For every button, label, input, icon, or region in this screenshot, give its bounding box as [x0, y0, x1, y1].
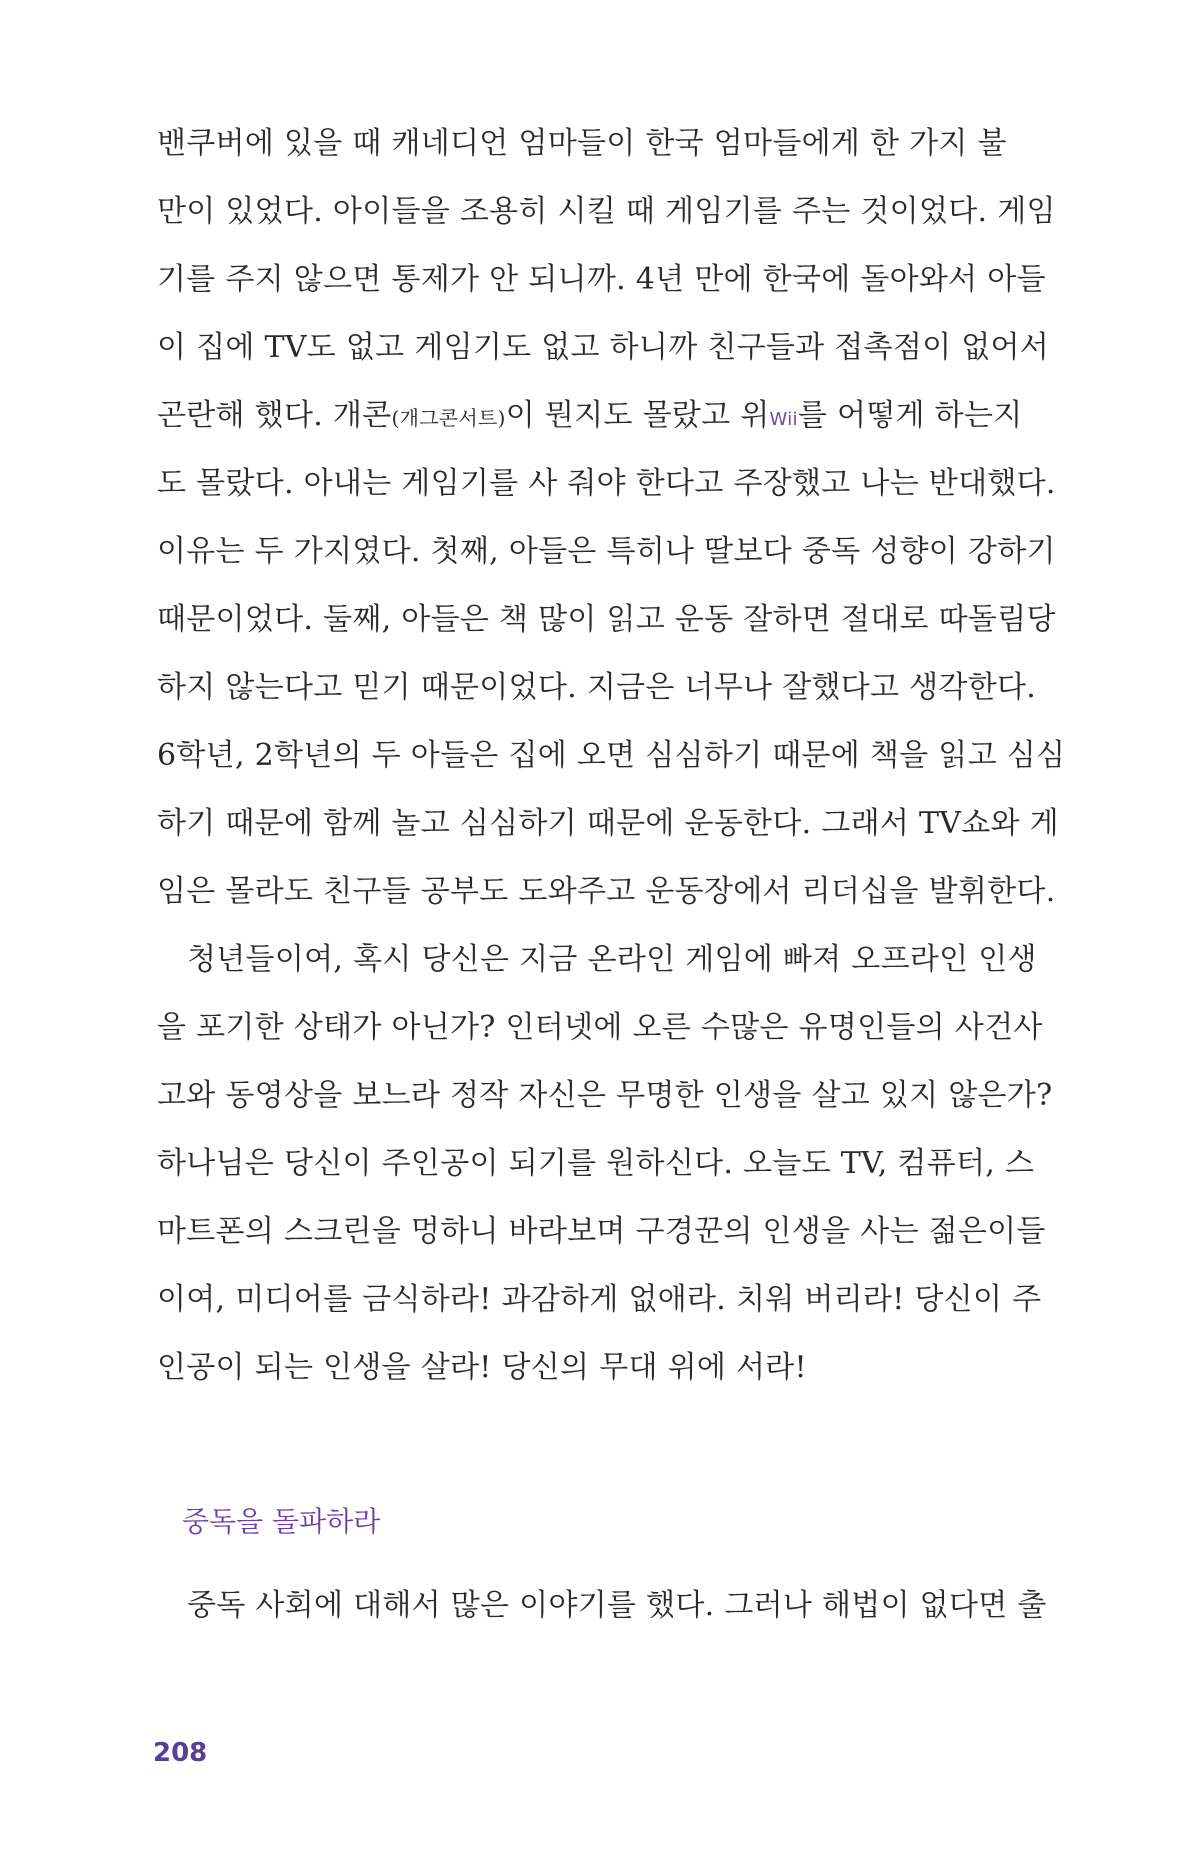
- text-line: 도 몰랐다. 아내는 게임기를 사 줘야 한다고 주장했고 나는 반대했다.: [157, 466, 1056, 501]
- text-line: 때문이었다. 둘째, 아들은 책 많이 읽고 운동 잘하면 절대로 따돌림당: [157, 602, 1056, 637]
- text-line: 이유는 두 가지였다. 첫째, 아들은 특히나 딸보다 중독 성향이 강하기: [157, 534, 1056, 569]
- text-line: 하나님은 당신이 주인공이 되기를 원하신다. 오늘도 TV, 컴퓨터, 스: [157, 1146, 1035, 1181]
- text-segment: 이 뭔지도 몰랐고 위: [505, 398, 770, 433]
- text-line: 중독 사회에 대해서 많은 이야기를 했다. 그러나 해법이 없다면 출: [187, 1588, 1047, 1623]
- text-line: 기를 주지 않으면 통제가 안 되니까. 4년 만에 한국에 돌아와서 아들: [157, 262, 1046, 297]
- text-line: 을 포기한 상태가 아닌가? 인터넷에 오른 수많은 유명인들의 사건사: [157, 1010, 1043, 1045]
- body-text: [157, 110, 1097, 1402]
- text-line: 밴쿠버에 있을 때 캐네디언 엄마들이 한국 엄마들에게 한 가지 불: [157, 126, 1007, 161]
- section-heading: 중독을 돌파하라: [182, 1505, 381, 1538]
- text-line: 이 집에 TV도 없고 게임기도 없고 하니까 친구들과 접촉점이 없어서: [157, 330, 1050, 365]
- text-line: 하지 않는다고 믿기 때문이었다. 지금은 너무나 잘했다고 생각한다.: [157, 670, 1037, 705]
- page-number: 208: [153, 1738, 208, 1768]
- text-line: 이여, 미디어를 금식하라! 과감하게 없애라. 치워 버리라! 당신이 주: [157, 1282, 1042, 1317]
- text-line: 임은 몰라도 친구들 공부도 도와주고 운동장에서 리더십을 발휘한다.: [157, 874, 1056, 909]
- text-line: 마트폰의 스크린을 멍하니 바라보며 구경꾼의 인생을 사는 젊은이들: [157, 1214, 1046, 1249]
- text-segment: 를 어떻게 하는지: [797, 398, 1023, 433]
- text-line: 6학년, 2학년의 두 아들은 집에 오면 심심하기 때문에 책을 읽고 심심: [157, 738, 1066, 773]
- text-line: [157, 382, 1097, 450]
- wii-label: Wii: [769, 409, 798, 430]
- text-line: 청년들이여, 혹시 당신은 지금 온라인 게임에 빠져 오프라인 인생: [187, 942, 1037, 977]
- parenthetical-note: (개그콘서트): [391, 406, 506, 430]
- text-line: 만이 있었다. 아이들을 조용히 시킬 때 게임기를 주는 것이었다. 게임: [157, 194, 1056, 229]
- text-line: 인공이 되는 인생을 살라! 당신의 무대 위에 서라!: [157, 1350, 807, 1385]
- text-segment: 곤란해 했다. 개콘: [157, 398, 392, 433]
- body-text-continued: [157, 1572, 1097, 1640]
- text-line: 고와 동영상을 보느라 정작 자신은 무명한 인생을 살고 있지 않은가?: [157, 1078, 1053, 1113]
- text-line: 하기 때문에 함께 놀고 심심하기 때문에 운동한다. 그래서 TV쇼와 게: [157, 806, 1059, 841]
